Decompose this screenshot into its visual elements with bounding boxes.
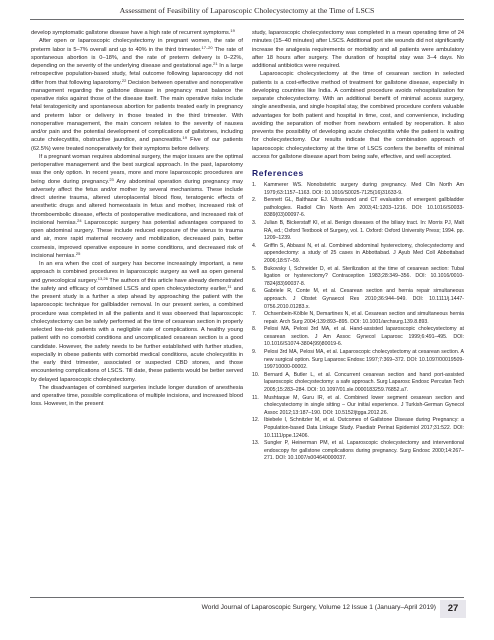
reference-number: 2. (252, 197, 257, 204)
reference-number: 9. (252, 349, 257, 356)
reference-text: Pelosi 3rd MA, Pelosi MA, et al. Laparoscopic cholecystectomy at cesarean section. A new surgical option. Surg Laparosc Endosc 1997;7:369–372. DOI: 10.1097/00019509-199710000-00002. (264, 349, 464, 371)
reference-number: 8. (252, 326, 257, 333)
reference-number: 6. (252, 288, 257, 295)
references-heading: References (252, 168, 304, 178)
right-column (252, 29, 464, 463)
citation-superscript: 13,26 (97, 275, 108, 281)
body-paragraph (31, 37, 243, 153)
right-column-body (252, 29, 464, 161)
reference-item (252, 243, 464, 266)
reference-text: Pelosi MA, Pelosi 3rd MA, et al. Hand-assisted laparoscopic cholecystectomy at cesarean section. J Am Assoc Gynecol Laparosc 1999;6:491–495. DOI: 10.1016/S1074-3804(99)80019-6. (264, 326, 464, 348)
reference-number: 7. (252, 311, 257, 318)
paragraph-text: Laparoscopic cholecystectomy at the time of cesarean section in selected patients is a cost-effective method of treatment for gallstone disease, especially in developing countries like India. A combined procedure avoids rehospitalization for separate cholecystectomy. With an additional benefit of minimal access surgery, single anesthesia, and single hospital stay, the combined procedure confers valuable advantages for both patient and hospital in time, cost, and convenience, including avoiding the separation of mother from newborn entailed by reoperation. It also prevents the possibility of developing acute cholecystitis while the patient is waiting for cholecystectomy. Our results indicate that the combination approach of laparoscopic cholecystectomy at the time of LSCS confers the benefits of minimal access for gallstone disease apart from being safe, effective, and well accepted. (252, 71, 464, 160)
reference-text: Bennett GL, Balthazar EJ. Ultrasound and CT evaluation of emergent gallbladder pathologies. Radiol Clin North Am 2003;41:1203–1216. DOI: 10.1016/S0033-8389(03)00097-6. (264, 197, 464, 219)
citation-superscript: 19 (230, 28, 235, 33)
reference-text: Gabriele R, Conte M, et al. Cesarean section and hernia repair simultaneous approach. J Obstet Gynaecol Res 2010;36:944–949. DOI: 10.1111/j.1447-0756.2010.01283.x. (264, 288, 464, 310)
body-paragraph (31, 384, 243, 409)
reference-number: 3. (252, 219, 257, 226)
reference-item (252, 372, 464, 395)
footer-rule (30, 597, 464, 598)
paragraph-text: The authors of this article have already demonstrated the safety and efficacy of combined LSCS and open cholecystectomy earlier, (31, 277, 243, 292)
journal-footer: World Journal of Laparoscopic Surgery, Volume 12 Issue 1 (January–April 2019) (201, 604, 436, 611)
reference-item (252, 288, 464, 311)
page-number: 27 (440, 600, 466, 618)
reference-item (252, 197, 464, 220)
reference-text: Ochsenbein-Kölble N, Demartines N, et al. Cesarean section and simultaneous hernia repair. Arch Surg 2004;139:893–895. DOI: 10.1001/archsurg.139.8.893. (264, 311, 464, 325)
paragraph-text: In an era when the cost of surgery has become increasingly important, a new approach is combined procedures in laparoscopic surgery as well as open general and gynecological surgery. (31, 261, 243, 284)
body-paragraph (252, 29, 464, 70)
reference-item (252, 182, 464, 197)
reference-item (252, 417, 464, 440)
reference-item (252, 311, 464, 326)
paragraph-text: Five of our patients (62.5%) were treated nonoperatively for their symptoms before delivery. (31, 137, 243, 152)
reference-text: Bernard A, Butler L, et al. Concurrent cesarean section and hand port-assisted laparoscopic cholecystectomy: a safe approach. Surg Laparosc Endosc Percutan Tech 2005;15:283–284. DOI: 10.1097/01.sle.0000183259.76852.a7. (264, 371, 464, 394)
paragraph-text: If a pregnant woman requires abdominal surgery, the major issues are the optimal perioperative management and the best surgical approach. In the past, laparotomy was the only option. In recent years, more and more laparoscopic procedures are being done during pregnancy. (31, 153, 244, 185)
reference-text: Julian B, Bickerstaff KI, et al. Benign diseases of the biliary tract. In: Morris PJ, Malt RA, ed.; Oxford Textbook of Surgery, vol. 1. Oxford: Oxford University Press; 1994. pp. 1209–1239. (264, 219, 464, 242)
body-paragraph (31, 153, 243, 260)
citation-superscript: 19 (182, 135, 187, 141)
reference-text: Mushtaque M, Guru IR, et al. Combined lower segment cesarean section and cholecystectomy in single sitting – Our initial experience. J Turkish-German Gynecol Assoc 2012;13:187–190. DOI: 10.5152/jtgga.2012.26. (264, 394, 464, 416)
citation-superscript: 21 (213, 61, 218, 66)
paragraph-text: Laparoscopic surgery has potential advantages compared to open abdominal surgery. These include reduced exposure of the uterus to trauma and air, more rapid maternal recovery and mobilization, decreased pain, better cosmesis, improved operative exposure in some conditions, and decreased risk of incisional hernias. (31, 219, 243, 259)
citation-superscript: 11 (227, 283, 232, 289)
references-list (252, 182, 464, 463)
reference-number: 12. (252, 417, 260, 424)
citation-superscript: 25 (75, 250, 81, 256)
paragraph-text: In a large retrospective population-based study, fetal outcome following laparoscopy did not differ from that following laparotomy. (31, 63, 243, 86)
reference-number: 10. (252, 371, 260, 378)
reference-number: 11. (252, 394, 259, 401)
paragraph-text: The disadvantages of combined surgeries include longer duration of anesthesia and operative time, possible complications of multiple incisions, and increased blood loss. However, in the present (31, 384, 243, 408)
paragraph-text: After open or laparoscopic cholecystectomy in pregnant women, the rate of preterm labor is 5–7% overall and up to 40% in the third trimester. (31, 38, 243, 53)
reference-number: 4. (252, 242, 257, 249)
citation-superscript: 24 (77, 217, 82, 223)
reference-item (252, 440, 464, 463)
reference-text: Griffin S, Abbassi N, et al. Combined abdominal hysterectomy, cholecystectomy and appendectomy: a study of 25 cases in Abbottabad. J Ayub Med Coll Abbottabad 2006;18:57–59. (264, 242, 464, 264)
reference-item (252, 395, 464, 418)
paragraph-text: Decision between operative and nonoperative management regarding the gallstone disease in pregnancy must balance the operative risks against those of the disease itself. The main operative risks include fetal teratogenicity and spontaneous abortion for patients treated early in pregnancy and preterm labor or delivery in those treated in the third trimester. With nonoperative management, the main concern relates to the severity of nausea and/or pain and the potential development of complications of gallstones, including acute cholecystitis, obstructive jaundice, and pancreatitis. (31, 79, 243, 144)
reference-number: 5. (252, 265, 257, 272)
reference-number: 1. (252, 182, 257, 188)
reference-item (252, 326, 464, 349)
body-paragraph (31, 29, 243, 37)
paragraph-text: study, laparoscopic cholecystectomy was completed in a mean operating time of 24 minutes (15–40 minutes) after LSCS. Additional port site wounds did not significantly increase the analgesia requirements or morbidity and all patients were ambulatory after 18 hours after surgery. The duration of hospital stay was 3–4 days. No additional antibiotics were required. (252, 30, 464, 69)
reference-text: Bukovsky I, Schneider D, et al. Sterilization at the time of cesarean section: Tubal ligation or hysterectomy? Contraception 1983;28:349–356. DOI: 10.1016/0010-7824(83)90037-8. (264, 265, 464, 287)
left-column (31, 29, 243, 409)
running-header: Assessment of Feasibility of Laparoscopic Cholecystectomy at the Time of LSCS (119, 6, 375, 15)
reference-text: Ibiebele I, Schnitzler M, et al. Outcomes of Gallstone Disease during Pregnancy: a Population-based Data Linkage Study. Paediatr Perinat Epidemiol 2017;31:522. DOI: 10.1111/ppe.12406. (264, 417, 464, 439)
paragraph-text: and the present study is a further a step ahead by approaching the patient with the laparoscopic technique for gallbladder removal. In our present series, a combined procedure was completed in all the patients and it was observed that laparoscopic cholecystectomy can be safely performed at the time of cesarean section in properly selected low-risk patients with a negligible rate of complications. A healthy young patient with no comorbid conditions and uncomplicated cesarean section is a good candidate. However, the safety needs to be further established with further studies, especially in obese patients with comorbid medical conditions, acute cholecystitis in the early third trimester, associated or suspected CBD stones, and those encountering complications of LSCS. Till date, these patients would be better served by delayed laparoscopic cholecystectomy. (31, 285, 243, 383)
reference-number: 13. (252, 440, 260, 447)
citation-superscript: 17–20 (201, 44, 213, 50)
reference-item (252, 349, 464, 372)
reference-text: Sungler P, Heinerman PM, et al. Laparoscopic cholecystectomy and interventional endoscopy for gallstone complications during pregnancy. Surg Endosc 2000;14:267–271. DOI: 10.1007/s004640000037. (264, 440, 464, 462)
reference-text: Kammerer WS. Nonobstetric surgery during pregnancy. Med Clin North Am 1979;63:1157–1163. DOI: 10.1016/S0025-7125(16)31633-9. (264, 182, 464, 196)
body-paragraph (252, 70, 464, 161)
body-paragraph (31, 260, 243, 384)
reference-item (252, 266, 464, 289)
citation-superscript: 22 (121, 77, 127, 83)
paragraph-text: develop symptomatic gallstone disease have a high rate of recurrent symptoms. (31, 30, 231, 36)
paragraph-text: The rate of spontaneous abortion is 0–18%, and the rate of preterm delivery is 0–22%, depending on the severity of the underlying disease and gestational age. (31, 46, 243, 69)
header-rule (30, 19, 464, 20)
citation-superscript: 23 (109, 176, 114, 182)
paragraph-text: Any abdominal operation during pregnancy may adversely affect the fetus and/or mother by several mechanisms. These include direct uterine trauma, altered uteroplacental blood flow, teratogenic effects of anesthetic drugs and altered homeostasis in fetus and mother, increased risk of thromboembolic disease, effects of postoperative medications, and increased risk of incisional hernias. (31, 178, 243, 226)
reference-item (252, 220, 464, 243)
